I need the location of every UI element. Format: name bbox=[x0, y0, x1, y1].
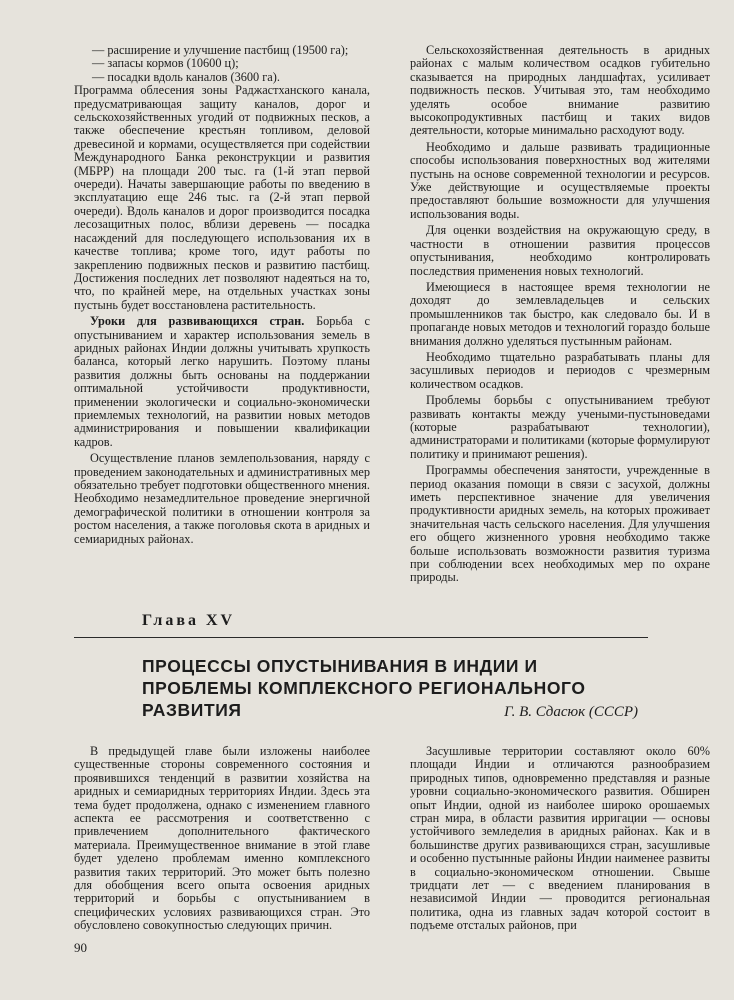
chapter-divider bbox=[74, 637, 648, 638]
bottom-left-column bbox=[74, 745, 370, 933]
paragraph: Необходимо тщательно разрабатывать планы для засушливых периодов и периодов с чрезмерным количеством осадков. bbox=[410, 349, 710, 391]
paragraph: Программы обеспечения занятости, учрежденные в период оказания помощи в связи с засухой, должны иметь перспективное значение для увеличения продуктивности аридных земель, на которых проживает значительная часть сельского населения. Для улучшения его общего жизненного уровня необходимо также больше использовать возможности развития туризма при соблюдении всех необходимых мер по охране природы. bbox=[410, 463, 710, 585]
paragraph: Программа облесения зоны Раджастханского канала, предусматривающая защиту каналов, дорог и сельскохозяйственных угодий от подвижных песков, а также обеспечение крестьян топливом, деловой древесиной и кормами, осуществляется при содействии Международного Банка реконструкции и развития (МБРР) на площади 200 тыс. га (1-й этап первой очереди). Начаты завершающие работы по введению в эксплуатацию еще 246 тыс. га (2-й этап первой очереди). Вдоль каналов и дорог производится посадка лесозащитных полос, вблизи деревень — посадка насаждений для последующего использования их в качестве топлива; кроме того, идут работы по закреплению подвижных песков и развитию пастбищ. Достижения последних лет позволяют надеяться на то, что, по крайней мере, на отдельных участках зоны пустынь будет восстановлена растительность. bbox=[74, 83, 370, 312]
paragraph: Необходимо и дальше развивать традиционные способы использования поверхностных вод жителями пустынь на основе современной технологии и ресурсов. Уже действующие и осуществляемые проекты предоставляют большие возможности для улучшения использования воды. bbox=[410, 139, 710, 221]
paragraph-text: Борьба с опустыниванием и характер использования земель в аридных районах Индии должны учитывать хрупкость баланса, который легко нарушить. Поэтому планы развития должны быть основаны на поддержании оптимальной устойчивости продуктивности, применении экологически и социально-экономически приемлемых технологий, на развитии новых методов администрирования и повышении квалификации кадров. bbox=[74, 314, 370, 449]
paragraph: Имеющиеся в настоящее время технологии не доходят до землевладельцев и сельских промышленников так быстро, как следовало бы. И в пропаганде новых методов и технологий гораздо больше внимания должно уделяться пустынным районам. bbox=[410, 279, 710, 348]
page-number: 90 bbox=[74, 940, 87, 955]
paragraph: Осуществление планов землепользования, наряду с проведением законодательных и административных мер обязательно требует подготовки общественного мнения. Необходимо незамедлительное проведение энергичной демографической политики в отношении контроля за ростом населения, а также поголовья скота в аридных и семиаридных районах. bbox=[74, 451, 370, 546]
paragraph-lessons bbox=[74, 315, 370, 449]
paragraph: Засушливые территории составляют около 60% площади Индии и отличаются разнообразием природных типов, одновременно представляя и разные уровни социально-экономического развития. Обширен опыт Индии, одной из наиболее широко орошаемых стран мира, в области развития ирригации — основы устойчивого земледелия в аридных районах. Как и в большинстве других развивающихся стран, засушливые и особенно пустынные районы Индии наименее развиты в социально-экономическом отношении. Свыше тридцати лет — с введением планирования в независимой Индии — проводится региональная политика, одна из главных задач которой состоит в подъеме отсталых районов, при bbox=[410, 744, 710, 933]
bottom-right-column bbox=[410, 745, 710, 933]
chapter-label: Глава XV bbox=[142, 612, 236, 629]
paragraph: Сельскохозяйственная деятельность в аридных районах с малым количеством осадков губительно сказывается на природных ландшафтах, усиливает подвижность песков. Учитывая это, там необходимо уделять особое внимание развитию высокопродуктивных пастбищ и таких видов деятельности, которые минимально расходуют воду. bbox=[410, 43, 710, 138]
section-run-in-heading: Уроки для развивающихся стран. bbox=[90, 314, 305, 329]
list-item: — запасы кормов (10600 ц); bbox=[92, 56, 239, 71]
top-left-column bbox=[74, 44, 370, 546]
list-item: — расширение и улучшение пастбищ (19500 га); bbox=[92, 43, 349, 57]
chapter-author: Г. В. Сдасюк (СССР) bbox=[504, 704, 638, 720]
paragraph: Проблемы борьбы с опустыниванием требуют развивать контакты между учеными-пустыноведами (которые разрабатывают технологии), администраторами и политиками (которые формулируют политику и принимают решения). bbox=[410, 393, 710, 461]
chapter-title: ПРОЦЕССЫ ОПУСТЫНИВАНИЯ В ИНДИИ И ПРОБЛЕМЫ КОМПЛЕКСНОГО РЕГИОНАЛЬНОГО РАЗВИТИЯ bbox=[142, 656, 586, 720]
top-right-column bbox=[410, 44, 710, 585]
paragraph: В предыдущей главе были изложены наиболее существенные стороны современного состояния и проявившихся тенденций в развитии хозяйства на аридных и семиаридных территориях Индии. Здесь эта тема будет продолжена, однако с изменением главного аспекта ее рассмотрения и соответственно с привлечением дополнительного фактического материала. Преимущественное внимание в этой главе будет уделено проблемам именно комплексного развития таких территорий. Это может быть полезно для обобщения всего опыта освоения аридных территорий и борьбы с опустыниванием в специфических условиях развивающихся стран. Это обусловлено совокупностью следующих причин. bbox=[74, 744, 370, 933]
paragraph: Для оценки воздействия на окружающую среду, в частности в отношении развития процессов опустынивания, необходимо контролировать последствия применения новых технологий. bbox=[410, 223, 710, 278]
list-item: — посадки вдоль каналов (3600 га). bbox=[92, 69, 280, 84]
